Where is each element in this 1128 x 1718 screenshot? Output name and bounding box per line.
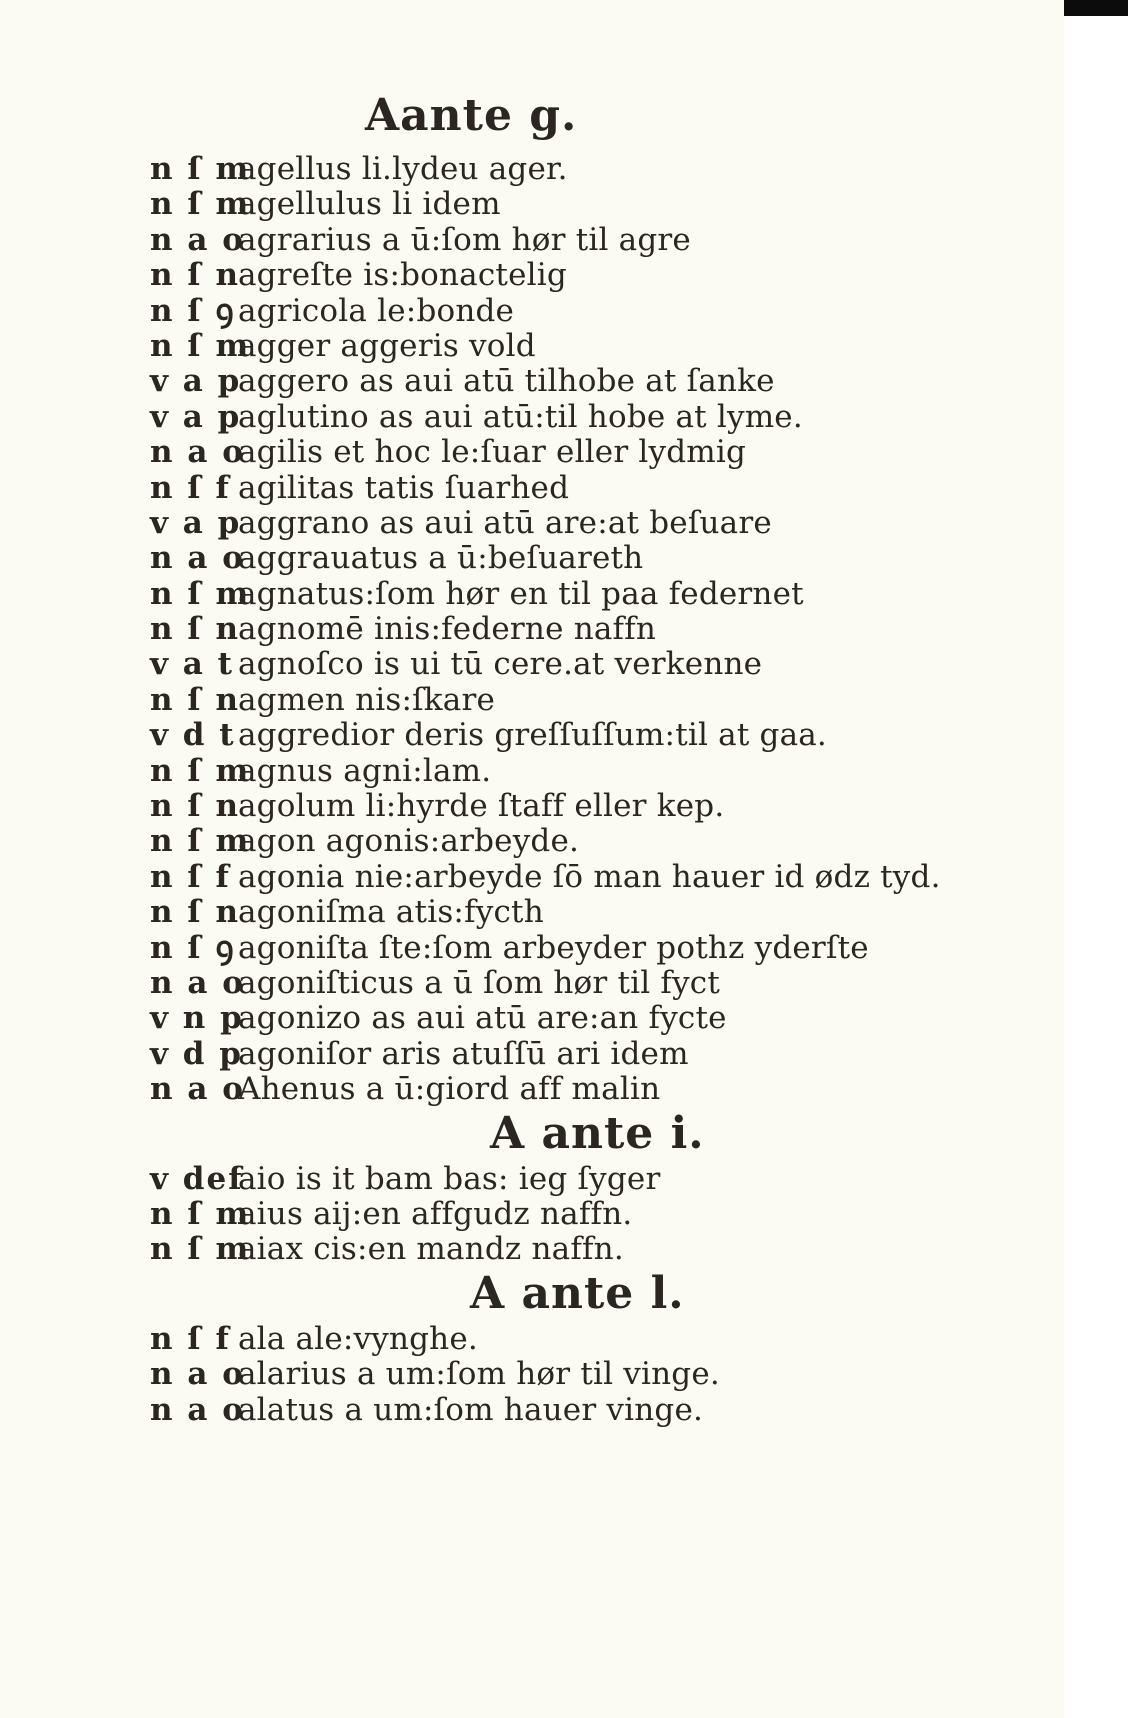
- entry-gloss: alarius a um:ſom hør til vinge.: [238, 1356, 720, 1393]
- dictionary-entry: [150, 541, 980, 576]
- grammar-code: n ſ ꝯ: [150, 929, 236, 966]
- grammar-code: n ſ m: [150, 1195, 251, 1232]
- grammar-code: n a o: [150, 1356, 245, 1393]
- entry-gloss: agricola le:bonde: [238, 292, 515, 329]
- entry-gloss: aiax cis:en mandz naffn.: [238, 1231, 624, 1268]
- dictionary-entry: [150, 187, 980, 222]
- grammar-code: v d p: [150, 1035, 243, 1072]
- grammar-code: n a o: [150, 964, 245, 1001]
- grammar-code: v a t: [150, 646, 235, 683]
- entry-gloss: agoniſma atis:fycth: [238, 894, 544, 931]
- section-heading-a-ante-i: A ante i.: [490, 1107, 705, 1159]
- entry-gloss: agolum li:hyrde ſtaff eller kep.: [238, 788, 725, 825]
- grammar-code: n ſ n: [150, 681, 240, 718]
- entry-gloss: agilis et hoc le:ſuar eller lydmig: [238, 434, 747, 471]
- grammar-code: n ſ m: [150, 151, 251, 187]
- dictionary-entry: [150, 364, 980, 399]
- dictionary-entry: [150, 860, 980, 895]
- dictionary-entry: [150, 966, 980, 1001]
- entry-gloss: aio is it bam bas: ieg ſyger: [238, 1160, 661, 1197]
- grammar-code: v d t: [150, 717, 236, 754]
- grammar-code: n ſ n: [150, 894, 240, 931]
- entry-gloss: agon agonis:arbeyde.: [238, 823, 580, 860]
- grammar-code: v a p: [150, 363, 242, 400]
- dictionary-entry: [150, 152, 980, 187]
- entry-gloss: aius aij:en affgudz naffn.: [238, 1195, 633, 1232]
- grammar-code: n ſ n: [150, 611, 240, 648]
- grammar-code: n ſ m: [150, 327, 251, 364]
- dictionary-entry: [150, 683, 980, 718]
- grammar-code: n a o: [150, 540, 245, 577]
- section-heading-a-ante-l: A ante l.: [470, 1267, 685, 1319]
- grammar-code: v def: [150, 1160, 244, 1197]
- grammar-code: n ſ m: [150, 1231, 251, 1268]
- grammar-code: n ſ m: [150, 186, 251, 223]
- dictionary-entry: [150, 471, 980, 506]
- grammar-code: n ſ f: [150, 469, 231, 506]
- dictionary-entry: [150, 1393, 980, 1428]
- dictionary-entry: [150, 612, 980, 647]
- entry-gloss: agnatus:ſom hør en til paa federnet: [238, 575, 804, 612]
- grammar-code: n a o: [150, 434, 245, 471]
- grammar-code: n ſ f: [150, 858, 231, 895]
- dictionary-text: [150, 92, 980, 1428]
- dictionary-entry: [150, 1197, 980, 1232]
- dictionary-entry: [150, 506, 980, 541]
- dictionary-entry: [150, 1037, 980, 1072]
- entry-gloss: aglutino as aui atū:til hobe at lyme.: [238, 398, 803, 435]
- entry-gloss: agnomē inis:federne naffn: [238, 611, 657, 648]
- grammar-code: v n p: [150, 1000, 244, 1037]
- dictionary-entry: [150, 294, 980, 329]
- section-heading-a-ante-g: Aante g.: [365, 90, 578, 141]
- dictionary-entry: [150, 824, 980, 859]
- entry-gloss: agmen nis:ſkare: [238, 681, 496, 718]
- entry-gloss: agellus li.lydeu ager.: [238, 151, 568, 187]
- entry-gloss: agrarius a ū:ſom hør til agre: [238, 221, 691, 258]
- entry-gloss: agreſte is:bonactelig: [238, 257, 567, 294]
- entry-gloss: agoniſticus a ū ſom hør til fyct: [238, 964, 720, 1001]
- dictionary-entry: [150, 223, 980, 258]
- dictionary-entry: [150, 1357, 980, 1392]
- dictionary-entry: [150, 647, 980, 682]
- grammar-code: n a o: [150, 221, 245, 258]
- entry-gloss: aggero as aui atū tilhobe at ſanke: [238, 363, 775, 400]
- entry-gloss: aggredior deris greſſuſſum:til at gaa.: [238, 717, 827, 754]
- dictionary-entry: [150, 435, 980, 470]
- grammar-code: n ſ f: [150, 1320, 231, 1357]
- dictionary-entry: [150, 1072, 980, 1107]
- grammar-code: n ſ ꝯ: [150, 292, 236, 329]
- entry-gloss: agonizo as aui atū are:an fycte: [238, 1000, 727, 1037]
- grammar-code: n a o: [150, 1071, 245, 1108]
- dictionary-entry: [150, 400, 980, 435]
- entry-gloss: agellulus li idem: [238, 186, 501, 223]
- entry-list-a-ante-i: [150, 1162, 980, 1268]
- dictionary-entry: [150, 789, 980, 824]
- dictionary-entry: [150, 577, 980, 612]
- dictionary-entry: [150, 1001, 980, 1036]
- entry-gloss: agonia nie:arbeyde ſō man hauer id ødz tyd.: [238, 858, 941, 895]
- scan-corner-mark: [1064, 0, 1128, 16]
- entry-gloss: aggrano as aui atū are:at beſuare: [238, 504, 772, 541]
- dictionary-entry: [150, 329, 980, 364]
- dictionary-entry: [150, 258, 980, 293]
- grammar-code: n a o: [150, 1391, 245, 1428]
- entry-gloss: alatus a um:ſom hauer vinge.: [238, 1391, 704, 1428]
- entry-list-a-ante-g: [150, 152, 980, 1108]
- grammar-code: n ſ n: [150, 788, 240, 825]
- entry-gloss: aggrauatus a ū:beſuareth: [238, 540, 644, 577]
- grammar-code: n ſ n: [150, 257, 240, 294]
- grammar-code: v a p: [150, 504, 242, 541]
- dictionary-entry: [150, 754, 980, 789]
- grammar-code: n ſ m: [150, 575, 251, 612]
- entry-gloss: Ahenus a ū:giord aff malin: [238, 1071, 661, 1108]
- entry-gloss: agger aggeris vold: [238, 327, 536, 364]
- entry-gloss: agoniſta ſte:ſom arbeyder pothz yderſte: [238, 929, 869, 966]
- entry-gloss: agilitas tatis ſuarhed: [238, 469, 570, 506]
- dictionary-entry: [150, 718, 980, 753]
- dictionary-entry: [150, 1162, 980, 1197]
- entry-list-a-ante-l: [150, 1322, 980, 1428]
- dictionary-entry: [150, 931, 980, 966]
- dictionary-entry: [150, 895, 980, 930]
- entry-gloss: ala ale:vynghe.: [238, 1320, 478, 1357]
- dictionary-entry: [150, 1322, 980, 1357]
- grammar-code: n ſ m: [150, 752, 251, 789]
- entry-gloss: agnoſco is ui tū cere.at verkenne: [238, 646, 763, 683]
- grammar-code: n ſ m: [150, 823, 251, 860]
- entry-gloss: agnus agni:lam.: [238, 752, 492, 789]
- dictionary-entry: [150, 1232, 980, 1267]
- right-margin: [1064, 16, 1128, 1718]
- grammar-code: v a p: [150, 398, 242, 435]
- entry-gloss: agoniſor aris atuſſū ari idem: [238, 1035, 689, 1072]
